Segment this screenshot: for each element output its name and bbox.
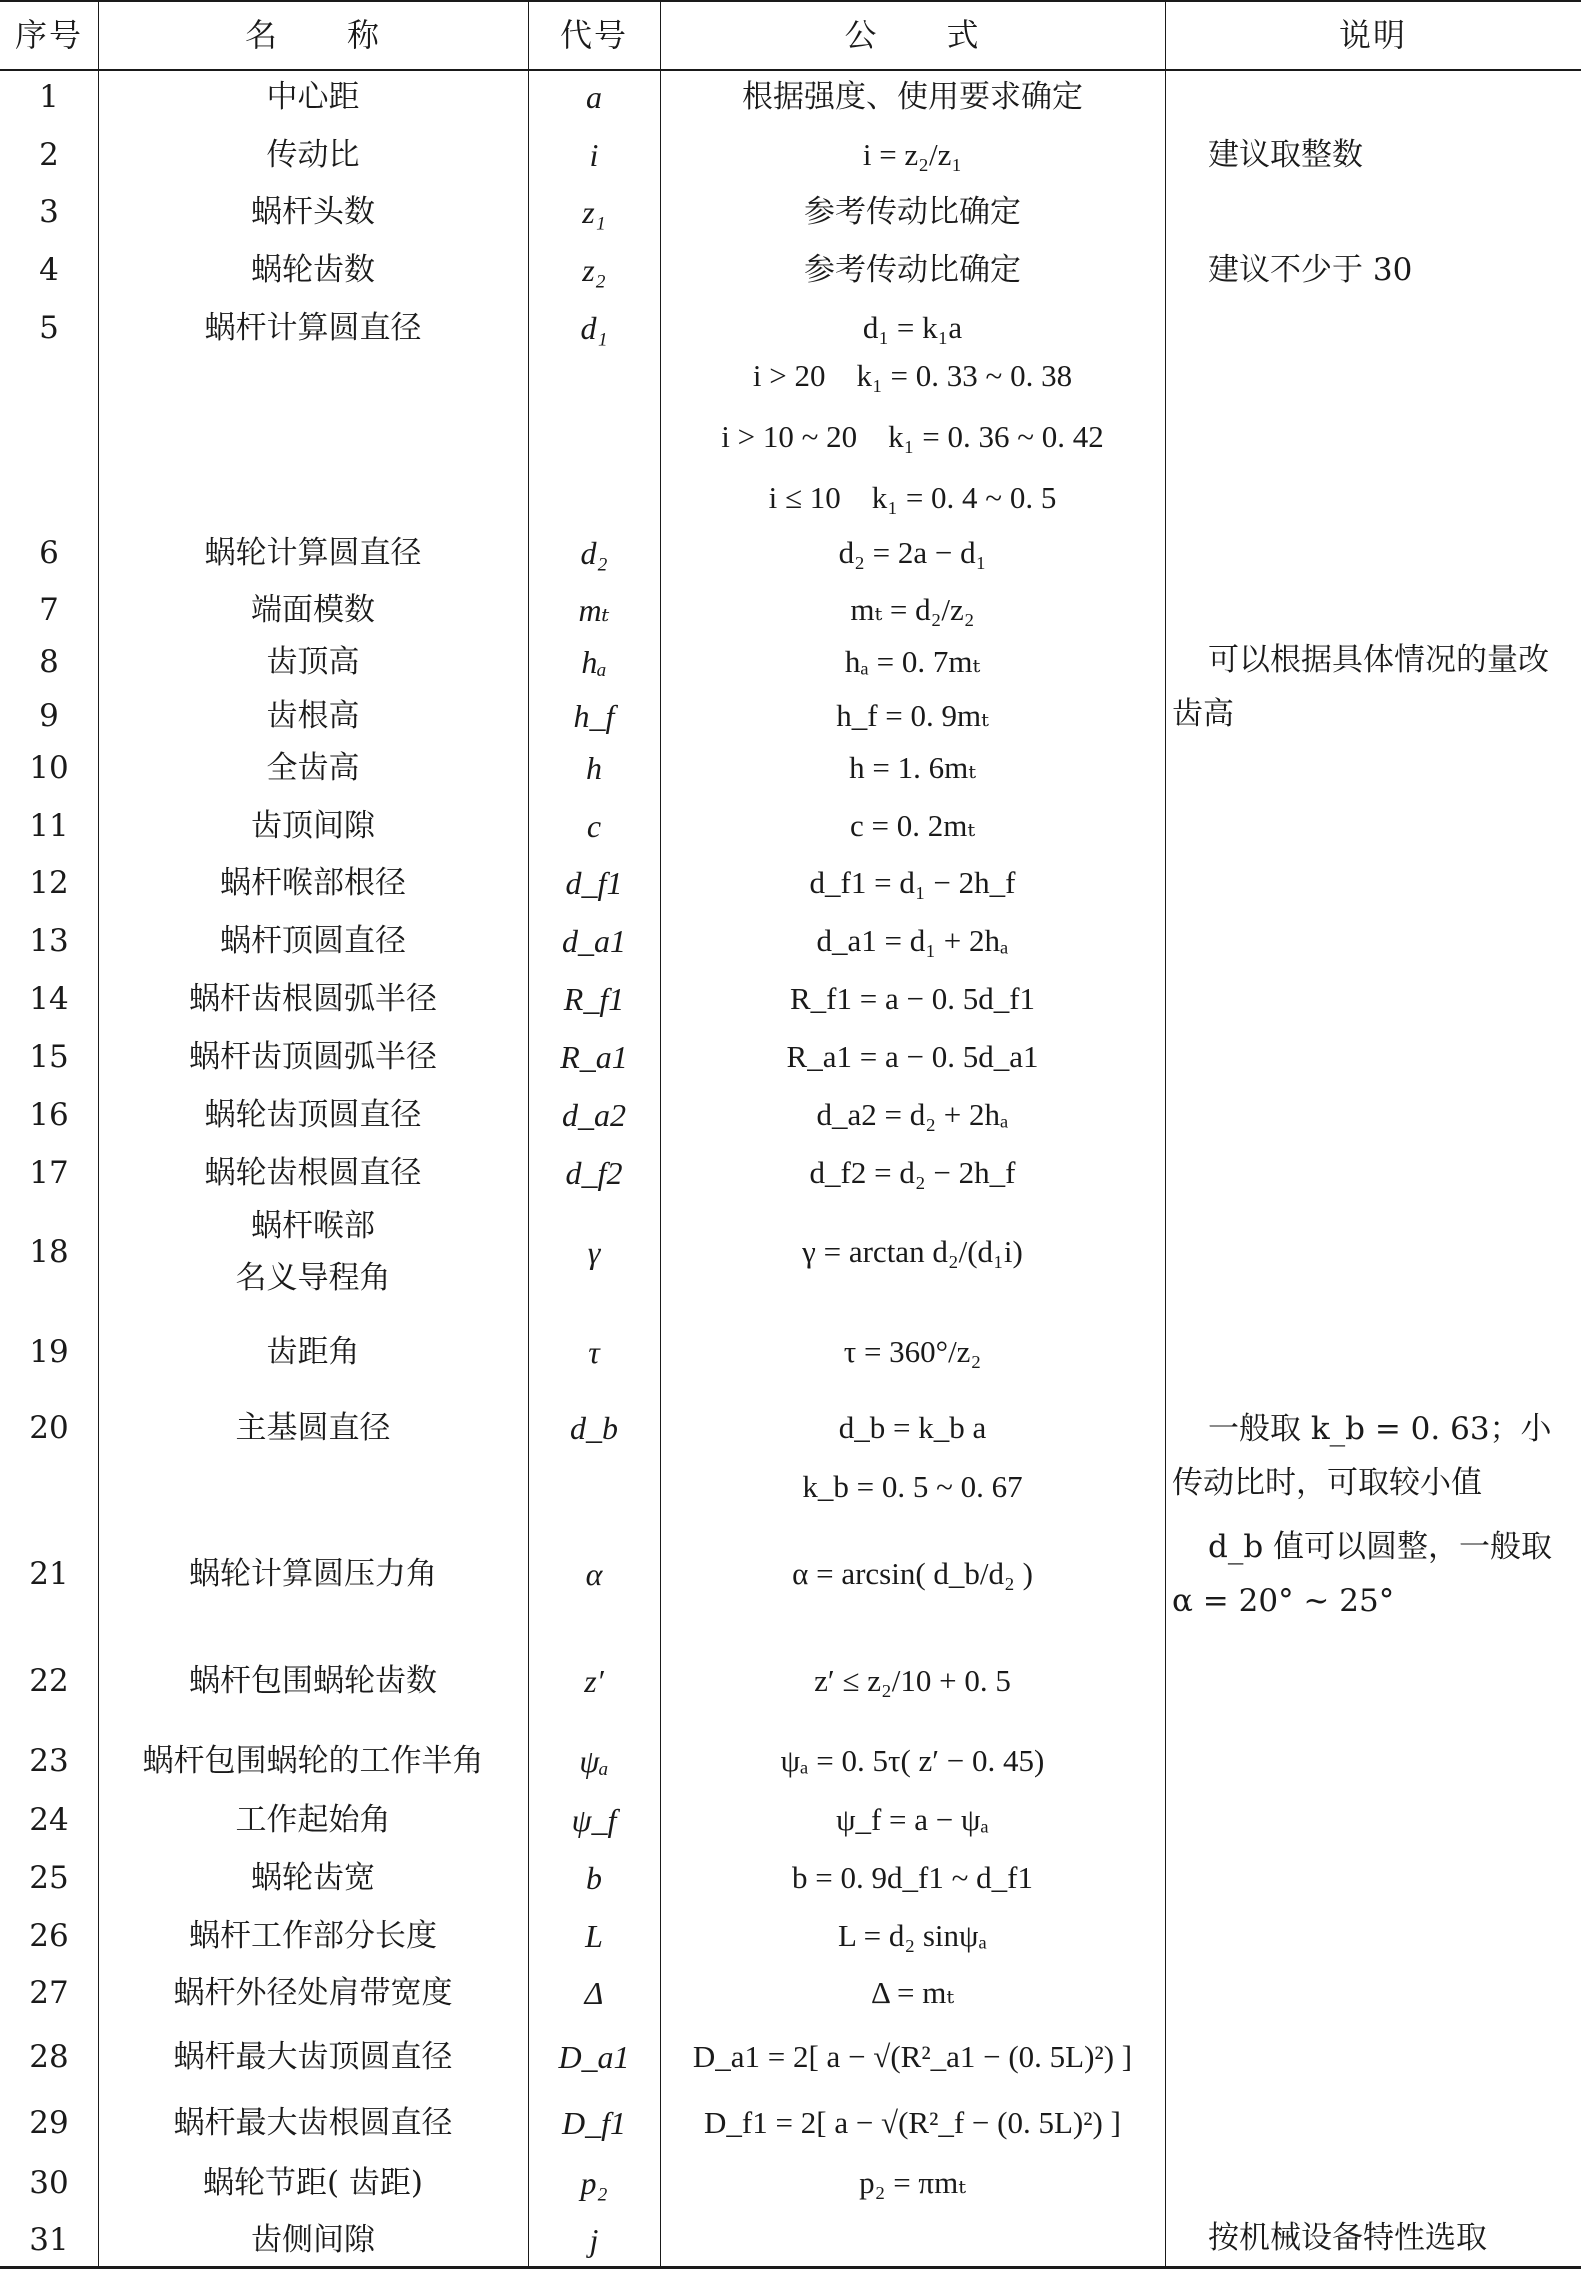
row-number: 11 bbox=[29, 808, 69, 844]
note-min-30: 建议不少于 30 bbox=[1208, 252, 1413, 288]
row-formula: D_f1 = 2[ a − √(R²_f − (0. 5L)²) ] bbox=[704, 2105, 1121, 2140]
row-name: 蜗轮计算圆直径 bbox=[204, 535, 422, 571]
row-number: 22 bbox=[29, 1663, 69, 1699]
row-code: L bbox=[585, 1918, 603, 1954]
row-code: mₜ bbox=[578, 592, 610, 628]
row-number: 5 bbox=[39, 310, 59, 346]
row-number: 20 bbox=[29, 1410, 69, 1446]
row-code: z₁ bbox=[582, 194, 606, 230]
row-name: 蜗杆喉部 名义导程角 bbox=[235, 1208, 391, 1296]
row-formula: L = d₂ sinψₐ bbox=[838, 1918, 987, 1953]
row-code: hₐ bbox=[581, 644, 607, 680]
row-number: 28 bbox=[29, 2039, 69, 2075]
row-code: b bbox=[586, 1860, 602, 1896]
row-code: a bbox=[586, 79, 602, 115]
row-formula: τ = 360°/z₂ bbox=[843, 1334, 982, 1369]
row-number: 27 bbox=[29, 1975, 69, 2011]
row-formula: i > 10 ~ 20 k₁ = 0. 36 ~ 0. 42 bbox=[721, 419, 1104, 454]
row-name: 蜗轮齿根圆直径 bbox=[204, 1155, 422, 1191]
row-number: 1 bbox=[39, 79, 59, 115]
row-formula: h_f = 0. 9mₜ bbox=[836, 698, 989, 733]
row-code: j bbox=[589, 2222, 599, 2258]
row-formula: d_a2 = d₂ + 2hₐ bbox=[816, 1097, 1009, 1132]
row-code: R_f1 bbox=[563, 981, 625, 1017]
row-code: R_a1 bbox=[560, 1039, 628, 1075]
row-code: d_f1 bbox=[565, 865, 623, 901]
row-formula: i > 20 k₁ = 0. 33 ~ 0. 38 bbox=[752, 358, 1073, 393]
row-number: 3 bbox=[39, 194, 59, 230]
row-formula: c = 0. 2mₜ bbox=[850, 808, 975, 843]
row-formula: i ≤ 10 k₁ = 0. 4 ~ 0. 5 bbox=[768, 480, 1057, 515]
row-name: 中心距 bbox=[266, 79, 360, 115]
header-no: 序号 bbox=[14, 16, 83, 54]
note-gear-clearance: 按机械设备特性选取 bbox=[1208, 2220, 1487, 2256]
row-number: 6 bbox=[39, 535, 59, 571]
row-formula: D_a1 = 2[ a − √(R²_a1 − (0. 5L)²) ] bbox=[692, 2039, 1133, 2074]
row-number: 17 bbox=[29, 1155, 69, 1191]
row-code: h_f bbox=[573, 698, 615, 734]
row-name: 蜗杆计算圆直径 bbox=[204, 310, 422, 346]
row-name: 蜗杆最大齿根圆直径 bbox=[173, 2105, 453, 2141]
row-code: h bbox=[586, 750, 602, 786]
row-name: 蜗轮齿宽 bbox=[251, 1860, 375, 1896]
row-number: 21 bbox=[29, 1556, 69, 1592]
row-name: 蜗杆齿根圆弧半径 bbox=[189, 981, 437, 1017]
row-number: 12 bbox=[29, 865, 69, 901]
row-number: 26 bbox=[29, 1918, 69, 1954]
row-code: d₁ bbox=[580, 310, 608, 346]
row-formula: d_f1 = d₁ − 2h_f bbox=[809, 865, 1016, 900]
row-name: 蜗杆头数 bbox=[251, 194, 375, 230]
row-code: ψ_f bbox=[571, 1802, 617, 1838]
row-name: 齿距角 bbox=[266, 1334, 360, 1370]
row-formula: ψₐ = 0. 5τ( z′ − 0. 45) bbox=[780, 1743, 1045, 1778]
row-number: 19 bbox=[29, 1334, 69, 1370]
row-number: 25 bbox=[29, 1860, 69, 1896]
row-formula: d_a1 = d₁ + 2hₐ bbox=[816, 923, 1009, 958]
row-number: 10 bbox=[29, 750, 69, 786]
note-integer: 建议取整数 bbox=[1208, 137, 1363, 173]
row-name: 齿顶间隙 bbox=[251, 808, 375, 844]
row-formula: α = arcsin( d_b/d₂ ) bbox=[792, 1556, 1033, 1591]
row-code: z′ bbox=[584, 1663, 604, 1699]
row-formula: d₁ = k₁a bbox=[862, 310, 963, 345]
row-formula: 参考传动比确定 bbox=[804, 194, 1021, 229]
row-number: 29 bbox=[29, 2105, 69, 2141]
row-number: 9 bbox=[39, 698, 59, 734]
row-code: d_a2 bbox=[562, 1097, 626, 1133]
row-name: 主基圆直径 bbox=[235, 1410, 391, 1446]
note-db-alpha: d_b 值可以圆整，一般取 α = 20° ~ 25° bbox=[1172, 1529, 1553, 1619]
row-number: 4 bbox=[39, 252, 59, 288]
row-name: 蜗杆外径处肩带宽度 bbox=[173, 1975, 453, 2011]
header-note: 说明 bbox=[1338, 16, 1407, 54]
row-code: d_b bbox=[570, 1410, 618, 1446]
row-code: Δ bbox=[584, 1975, 604, 2011]
row-code: τ bbox=[588, 1334, 600, 1370]
row-formula: d_f2 = d₂ − 2h_f bbox=[809, 1155, 1016, 1190]
row-formula: Δ = mₜ bbox=[871, 1975, 954, 2010]
row-formula: d_b = k_b a bbox=[838, 1410, 987, 1445]
row-name: 蜗轮齿顶圆直径 bbox=[204, 1097, 422, 1133]
row-code: D_f1 bbox=[562, 2105, 626, 2141]
row-formula: b = 0. 9d_f1 ~ d_f1 bbox=[792, 1860, 1033, 1895]
header-formula: 公 式 bbox=[844, 16, 981, 54]
row-name: 齿顶高 bbox=[266, 644, 360, 680]
row-formula: 参考传动比确定 bbox=[804, 252, 1021, 287]
row-number: 14 bbox=[29, 981, 69, 1017]
note-tooth-height: 可以根据具体情况的量改齿高 bbox=[1172, 642, 1549, 732]
column-divider bbox=[1165, 0, 1166, 2269]
row-code: z₂ bbox=[582, 252, 606, 288]
row-name: 齿侧间隙 bbox=[251, 2222, 375, 2258]
row-formula: k_b = 0. 5 ~ 0. 67 bbox=[802, 1469, 1023, 1504]
row-name: 齿根高 bbox=[266, 698, 360, 734]
row-name: 蜗杆工作部分长度 bbox=[189, 1918, 437, 1954]
row-number: 30 bbox=[29, 2165, 69, 2201]
row-formula: γ = arctan d₂/(d₁i) bbox=[802, 1234, 1023, 1269]
header-code: 代号 bbox=[559, 16, 628, 54]
row-code: i bbox=[589, 137, 599, 173]
row-name: 工作起始角 bbox=[235, 1802, 391, 1838]
row-formula: i = z₂/z₁ bbox=[862, 137, 963, 172]
row-number: 13 bbox=[29, 923, 69, 959]
row-formula: R_a1 = a − 0. 5d_a1 bbox=[786, 1039, 1039, 1074]
row-number: 31 bbox=[29, 2222, 69, 2258]
row-formula: ψ_f = a − ψₐ bbox=[836, 1802, 989, 1837]
row-name: 全齿高 bbox=[266, 750, 360, 786]
row-code: p₂ bbox=[580, 2165, 608, 2201]
note-kb: 一般取 k_b = 0. 63；小传动比时，可取较小值 bbox=[1172, 1411, 1552, 1501]
row-name: 蜗轮节距( 齿距) bbox=[202, 2165, 424, 2201]
row-formula: p₂ = πmₜ bbox=[859, 2165, 966, 2200]
row-name: 传动比 bbox=[266, 137, 360, 173]
row-code: D_a1 bbox=[558, 2039, 630, 2075]
row-number: 7 bbox=[39, 592, 59, 628]
row-name: 蜗杆齿顶圆弧半径 bbox=[189, 1039, 437, 1075]
row-number: 23 bbox=[29, 1743, 69, 1779]
row-formula: h = 1. 6mₜ bbox=[849, 750, 976, 785]
row-number: 24 bbox=[29, 1802, 69, 1838]
row-formula: 根据强度、使用要求确定 bbox=[742, 79, 1083, 114]
row-formula: R_f1 = a − 0. 5d_f1 bbox=[789, 981, 1036, 1016]
row-code: d_a1 bbox=[562, 923, 626, 959]
row-name: 端面模数 bbox=[251, 592, 375, 628]
row-number: 16 bbox=[29, 1097, 69, 1133]
header-name: 名 称 bbox=[244, 16, 381, 54]
row-name: 蜗杆最大齿顶圆直径 bbox=[173, 2039, 453, 2075]
row-formula: z′ ≤ z₂/10 + 0. 5 bbox=[814, 1663, 1011, 1698]
row-number: 18 bbox=[29, 1234, 69, 1270]
row-name: 蜗轮齿数 bbox=[251, 252, 375, 288]
row-number: 2 bbox=[39, 137, 59, 173]
row-name: 蜗杆顶圆直径 bbox=[220, 923, 406, 959]
row-code: c bbox=[586, 808, 602, 844]
row-formula: hₐ = 0. 7mₜ bbox=[844, 644, 981, 679]
table-top-border bbox=[0, 0, 1581, 2]
row-code: γ bbox=[587, 1234, 601, 1270]
row-name: 蜗轮计算圆压力角 bbox=[189, 1556, 437, 1592]
header-bottom-border bbox=[0, 69, 1581, 71]
row-formula: d₂ = 2a − d₁ bbox=[838, 535, 987, 570]
row-name: 蜗杆喉部根径 bbox=[220, 865, 406, 901]
row-formula: mₜ = d₂/z₂ bbox=[850, 592, 975, 627]
row-name: 蜗杆包围蜗轮齿数 bbox=[189, 1663, 437, 1699]
row-code: ψₐ bbox=[579, 1743, 609, 1779]
row-number: 15 bbox=[29, 1039, 69, 1075]
row-code: d₂ bbox=[580, 535, 608, 571]
row-number: 8 bbox=[39, 644, 59, 680]
row-code: α bbox=[585, 1556, 603, 1592]
row-code: d_f2 bbox=[565, 1155, 623, 1191]
row-name: 蜗杆包围蜗轮的工作半角 bbox=[142, 1743, 484, 1779]
